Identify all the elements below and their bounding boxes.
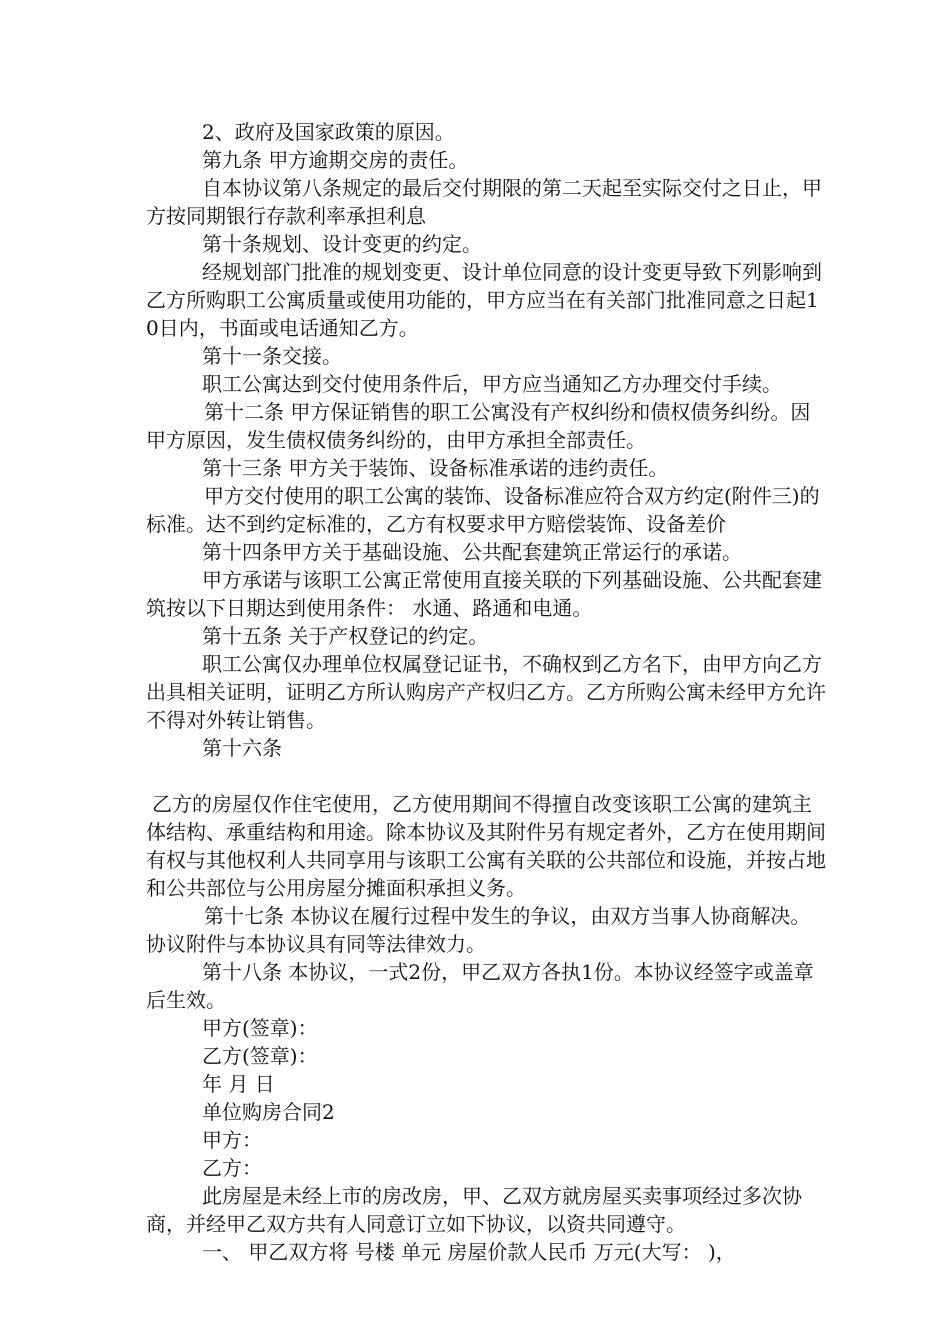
paragraph: 2、政府及国家政策的原因。 [202,120,455,144]
contract-title: 单位购房合同2 [202,1100,335,1124]
paragraph: 甲方交付使用的职工公寓的装饰、设备标准应符合双方约定(附件三)的标准。达不到约定标准的，乙方有权要求甲方赔偿装饰、设备差价 [146,484,820,536]
paragraph: 经规划部门批准的规划变更、设计单位同意的设计变更导致下列影响到乙方所购职工公寓质量或使用功能的，甲方应当在有关部门批准同意之日起10日内，书面或电话通知乙方。 [146,260,822,340]
party-b-line: 乙方： [202,1156,262,1180]
clause-one: 一、 甲乙双方将 号楼 单元 房屋价款人民币 万元(大写： )， [202,1240,736,1264]
paragraph: 第十二条 甲方保证销售的职工公寓没有产权纠纷和债权债务纠纷。因甲方原因，发生债权债务纠纷的，由甲方承担全部责任。 [146,400,811,452]
signature-line-party-a: 甲方(签章)： [202,1016,318,1040]
article-heading: 第十条规划、设计变更的约定。 [202,232,482,256]
paragraph: 自本协议第八条规定的最后交付期限的第二天起至实际交付之日止，甲方按同期银行存款利率承担利息 [146,176,822,228]
party-a-line: 甲方： [202,1128,262,1152]
paragraph: 第十七条 本协议在履行过程中发生的争议，由双方当事人协商解决。协议附件与本协议具有同等法律效力。 [146,904,811,956]
date-line: 年 月 日 [202,1072,275,1096]
article-heading: 第十四条甲方关于基础设施、公共配套建筑正常运行的承诺。 [202,540,742,564]
paragraph: 甲方承诺与该职工公寓正常使用直接关联的下列基础设施、公共配套建筑按以下日期达到使用条件： 水通、路通和电通。 [146,568,822,620]
article-heading: 第十五条 关于产权登记的约定。 [202,624,489,648]
paragraph: 职工公寓达到交付使用条件后，甲方应当通知乙方办理交付手续。 [202,372,782,396]
paragraph: 职工公寓仅办理单位权属登记证书，不确权到乙方名下，由甲方向乙方出具相关证明，证明乙方所认购房产产权归乙方。乙方所购公寓未经甲方允许不得对外转让销售。 [146,652,826,732]
document-body [146,118,826,1266]
blank-line [146,762,826,790]
article-heading: 第十三条 甲方关于装饰、设备标准承诺的违约责任。 [202,456,669,480]
article-heading: 第十一条交接。 [202,344,342,368]
paragraph: 第十八条 本协议，一式2份，甲乙双方各执1份。本协议经签字或盖章后生效。 [146,960,814,1012]
article-heading: 第十六条 [202,736,282,760]
paragraph: 乙方的房屋仅作住宅使用，乙方使用期间不得擅自改变该职工公寓的建筑主体结构、承重结构和用途。除本协议及其附件另有规定者外，乙方在使用期间有权与其他权利人共同享用与该职工公寓有关联的公共部位和设施，并按占地和公共部位与公用房屋分摊面积承担义务。 [146,792,826,900]
article-heading: 第九条 甲方逾期交房的责任。 [202,148,469,172]
signature-line-party-b: 乙方(签章)： [202,1044,318,1068]
paragraph: 此房屋是未经上市的房改房，甲、乙双方就房屋买卖事项经过多次协商，并经甲乙双方共有人同意订立如下协议，以资共同遵守。 [146,1184,802,1236]
